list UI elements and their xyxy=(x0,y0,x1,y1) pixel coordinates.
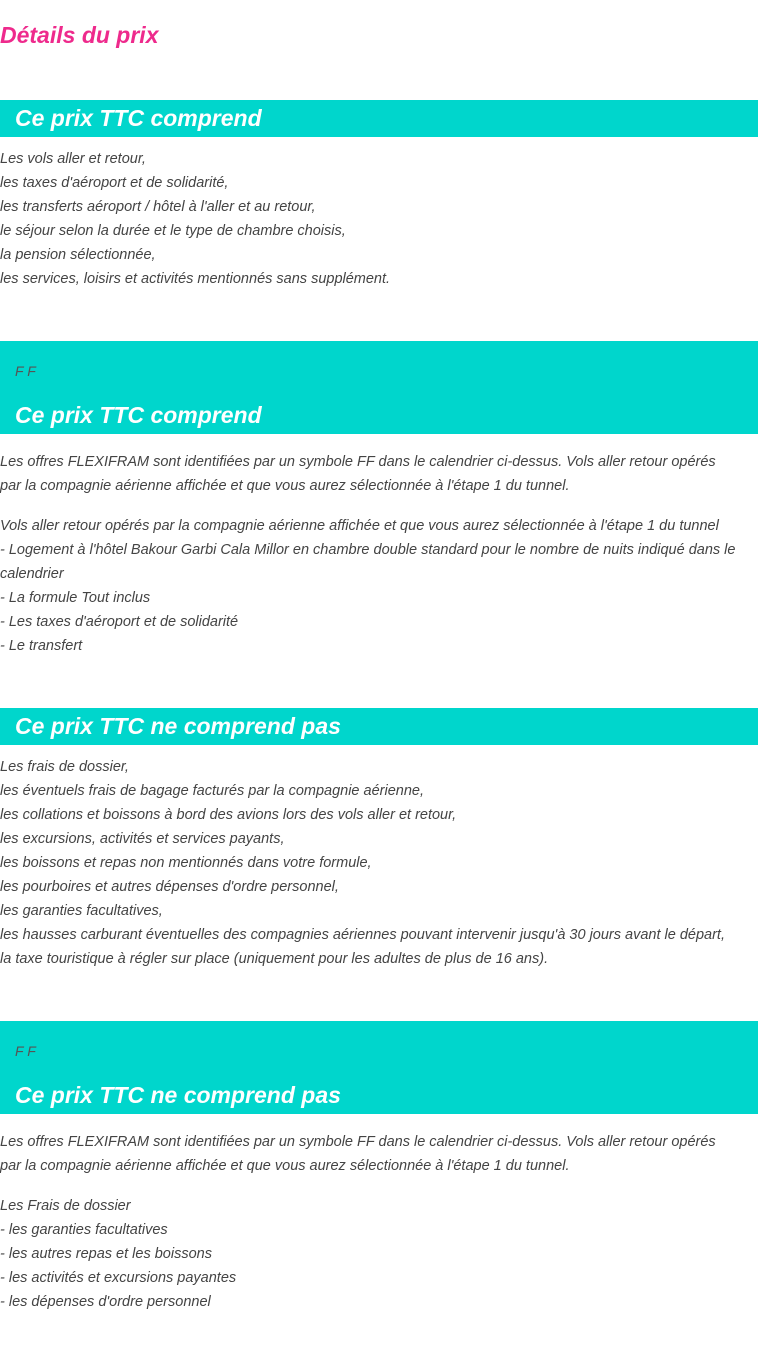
section-header-excludes xyxy=(0,708,758,745)
list-item: - Les taxes d'aéroport et de solidarité xyxy=(0,614,239,630)
list-item: Les frais de dossier, xyxy=(0,759,129,775)
ff-includes-intro xyxy=(0,450,758,498)
list-item: - La formule Tout inclus xyxy=(0,590,151,606)
list-item: les hausses carburant éventuelles des compagnies aériennes pouvant intervenir jusqu'à 30 jours avant le départ, xyxy=(0,927,725,943)
list-item: Les Frais de dossier xyxy=(0,1198,131,1214)
intro-paragraph: Les offres FLEXIFRAM sont identifiées par un symbole FF dans le calendrier ci-dessus. Vols aller retour opérés par la compagnie aérienne affichée et que vous aurez sélectionnée à l'étape 1 du tunnel. xyxy=(0,1134,716,1174)
section-heading: Ce prix TTC comprend xyxy=(15,105,262,131)
list-item: - les garanties facultatives xyxy=(0,1222,168,1238)
section-heading: Ce prix TTC comprend xyxy=(15,402,262,428)
ff-tag: F F xyxy=(15,1043,36,1059)
section-heading: Ce prix TTC ne comprend pas xyxy=(15,1082,341,1108)
list-item: les éventuels frais de bagage facturés par la compagnie aérienne, xyxy=(0,783,424,799)
section-header-includes xyxy=(0,100,758,137)
section-header-ff-includes xyxy=(0,341,758,434)
list-item: - Logement à l'hôtel Bakour Garbi Cala Millor en chambre double standard pour le nombre de nuits indiqué dans le calendrier xyxy=(0,542,736,582)
list-item: - les activités et excursions payantes xyxy=(0,1270,237,1286)
list-item: - les autres repas et les boissons xyxy=(0,1246,212,1262)
list-item: les garanties facultatives, xyxy=(0,903,163,919)
list-item: - les dépenses d'ordre personnel xyxy=(0,1294,211,1310)
list-item: - Le transfert xyxy=(0,638,83,654)
ff-includes-list xyxy=(0,514,758,658)
list-item: les collations et boissons à bord des avions lors des vols aller et retour, xyxy=(0,807,457,823)
excludes-list xyxy=(0,755,758,971)
list-item: la taxe touristique à régler sur place (uniquement pour les adultes de plus de 16 ans). xyxy=(0,951,549,967)
list-item: Vols aller retour opérés par la compagnie aérienne affichée et que vous aurez sélectionnée à l'étape 1 du tunnel xyxy=(0,518,719,534)
intro-paragraph: Les offres FLEXIFRAM sont identifiées par un symbole FF dans le calendrier ci-dessus. Vols aller retour opérés par la compagnie aérienne affichée et que vous aurez sélectionnée à l'étape 1 du tunnel. xyxy=(0,454,716,494)
ff-excludes-intro xyxy=(0,1130,758,1178)
list-item: les pourboires et autres dépenses d'ordre personnel, xyxy=(0,879,339,895)
section-header-ff-excludes xyxy=(0,1021,758,1114)
page-title: Détails du prix xyxy=(0,22,159,48)
ff-tag: F F xyxy=(15,363,36,379)
ff-excludes-list xyxy=(0,1194,758,1314)
list-item: les transferts aéroport / hôtel à l'aller et au retour, xyxy=(0,199,316,215)
list-item: le séjour selon la durée et le type de chambre choisis, xyxy=(0,223,346,239)
list-item: les boissons et repas non mentionnés dans votre formule, xyxy=(0,855,372,871)
list-item: les excursions, activités et services payants, xyxy=(0,831,285,847)
list-item: la pension sélectionnée, xyxy=(0,247,156,263)
includes-list xyxy=(0,147,758,291)
list-item: les taxes d'aéroport et de solidarité, xyxy=(0,175,229,191)
list-item: les services, loisirs et activités mentionnés sans supplément. xyxy=(0,271,391,287)
section-heading: Ce prix TTC ne comprend pas xyxy=(15,713,341,739)
list-item: Les vols aller et retour, xyxy=(0,151,146,167)
